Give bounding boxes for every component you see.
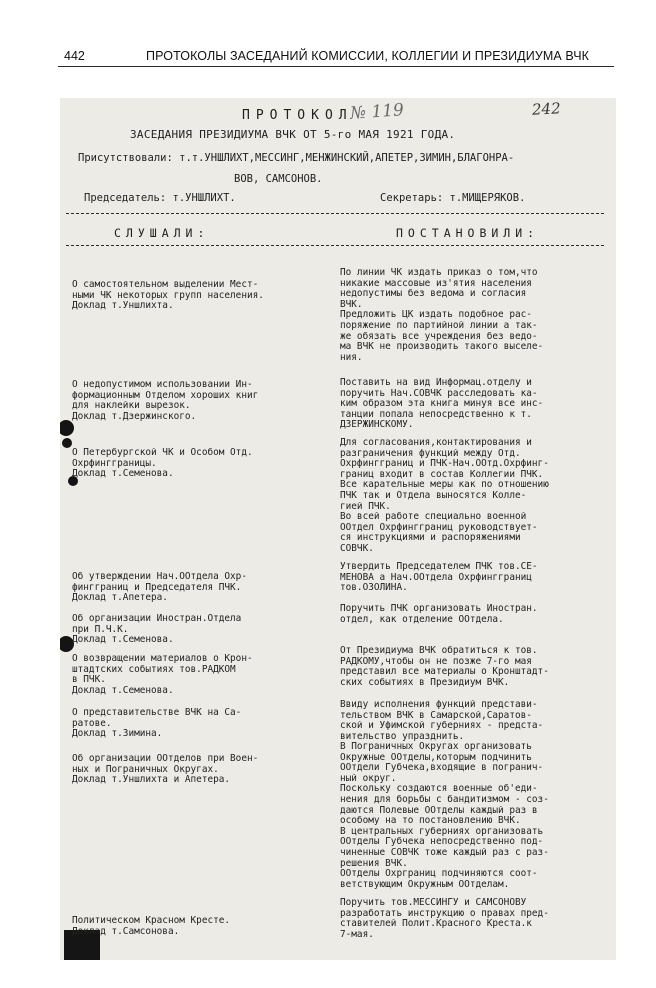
resolved-line: поручить Нач.СОВЧК расследовать ка- [340,388,538,399]
heard-line: О представительстве ВЧК на Са- [72,708,242,718]
secretary-line: Секретарь: т.МИЩЕРЯКОВ. [380,192,526,204]
heard-line: О самостоятельном выделении Мест- [72,280,259,290]
resolved-line: Поручить ПЧК организовать Иностран. [340,604,538,614]
resolved-line: вительство упразднить. [340,731,465,742]
resolved-line: ма ВЧК не производить такого выселе- [340,342,544,353]
resolved-line: отдел, как отделение ООтдела. [340,614,504,625]
heard-line: Доклад т.Самсонова. [72,926,180,937]
resolved-item [340,438,612,555]
resolved-line: ООтделы Охрграниц подчиняются соот- [340,869,538,880]
resolved-line: ООтдел Охрфингграниц руководствует- [340,522,538,533]
heard-line: штадтских событиях тов.РАДКОМ [72,664,236,675]
heard-item [72,708,334,740]
resolved-line: ния. [340,352,363,363]
resolved-line: Поскольку создаются военные об'еди- [340,784,538,795]
resolved-line: ким образом эта книга минуя все инс- [340,399,544,410]
resolved-line: недопустимы без ведома и согласия [340,289,527,300]
resolved-line: Все карательные меры как по отношению [340,480,549,491]
ink-blot [62,438,72,448]
heard-line: Об организации ООтделов при Воен- [72,754,259,764]
resolved-line: Поручить тов.МЕССИНГУ и САМСОНОВУ [340,898,527,908]
resolved-line: ООтдели Губчека,входящие в погранич- [340,763,544,774]
resolved-item [340,562,612,594]
heard-line: Доклад т.Уншлихта. [72,301,174,312]
heard-item [72,654,334,696]
resolved-line: решения ВЧК. [340,858,408,869]
resolved-line: никакие массовые из'ятия населения [340,278,532,289]
heard-item [72,572,334,604]
handwritten-number: № 119 [349,100,405,124]
heard-item [72,380,334,422]
heard-line: ных и Пограничных Округах. [72,764,219,775]
heard-line: Об организации Иностран.Отдела [72,614,242,624]
heard-line: ными ЧК некоторых групп населения. [72,290,264,301]
resolved-line: ООтделы Губчека непосредственно под- [340,837,544,848]
resolved-line: Утвердить Председателем ПЧК тов.СЕ- [340,562,538,572]
resolved-line: Предложить ЦК издать подобное рас- [340,310,532,321]
page-running-title: ПРОТОКОЛЫ ЗАСЕДАНИЙ КОМИССИИ, КОЛЛЕГИИ И ПРЕЗИДИУМА ВЧК [146,49,590,63]
resolved-line: даются Полевые ООтделы каждый раз в [340,805,538,816]
resolved-line: ный округ. [340,773,397,784]
resolved-line: СОВЧК. [340,543,374,554]
heard-line: Доклад т.Зимина. [72,729,163,740]
resolved-line: тов.ОЗОЛИНА. [340,583,408,594]
divider-bottom [66,245,604,246]
resolved-line: танции попала непосредственно к т. [340,409,532,420]
resolved-line: Для согласования,контактирования и [340,438,532,448]
resolved-item [340,742,612,890]
page-header [58,40,614,67]
resolved-item [340,646,612,688]
resolved-line: разграничения функций между Отд. [340,448,521,459]
resolved-line: ской и Уфимской губерниях - предста- [340,721,544,732]
heard-line: ратове. [72,718,112,729]
resolved-line: поряжение по партийной линии а так- [340,320,538,331]
document-title: ПРОТОКОЛ [242,108,353,123]
resolved-line: разработать инструкцию о правах пред- [340,908,549,919]
divider-top [66,213,604,214]
resolved-heading: ПОСТАНОВИЛИ: [396,226,540,240]
heard-line: Доклад т.Семенова. [72,469,174,480]
resolved-line: границ входит в состав Коллегии ПЧК. [340,469,544,480]
resolved-line: ВЧК. [340,299,363,310]
resolved-line: ставителей Полит.Красного Креста.к [340,919,532,930]
resolved-line: РАДКОМУ,чтобы он не позже 7-го мая [340,656,532,667]
heard-line: О возвращении материалов о Крон- [72,654,253,664]
heard-line: фингграниц и Председателя ПЧК. [72,582,242,593]
resolved-line: же обязать все учреждения без ведо- [340,331,538,342]
resolved-line: ПЧК так и Отдела выносятся Колле- [340,490,527,501]
resolved-line: МЕНОВА а Нач.ООтдела Охрфингграниц [340,572,532,583]
resolved-line: ся инструкциями и распоряжениями [340,533,521,544]
heard-line: Доклад т.Семенова. [72,635,174,646]
resolved-item [340,898,612,940]
attendees-line-2: ВОВ, САМСОНОВ. [234,173,323,185]
heard-line: формационным Отделом хороших книг [72,390,259,401]
resolved-line: тельством ВЧК в Самарской,Саратов- [340,710,532,721]
heard-line: О Петербургской ЧК и Особом Отд. [72,448,253,458]
resolved-line: Охрфингграниц и ПЧК-Нач.ООтд.Охрфинг- [340,459,549,470]
heard-item [72,754,334,786]
resolved-item [340,700,612,742]
resolved-line: Окружные ООтделы,которым подчинить [340,752,532,763]
heard-item [72,280,334,312]
heard-line: О недопустимом использовании Ин- [72,380,253,390]
attendees-line-1: Присутствовали: т.т.УНШЛИХТ,МЕССИНГ,МЕНЖИНСКИЙ,АПЕТЕР,ЗИМИН,БЛАГОНРА- [78,152,515,164]
resolved-item [340,268,612,363]
resolved-line: 7-мая. [340,929,374,940]
heard-line: Доклад т.Уншлихта и Апетера. [72,775,231,786]
resolved-line: нения для борьбы с бандитизмом - соз- [340,794,549,805]
scanned-protocol [60,98,616,960]
resolved-line: От Президиума ВЧК обратиться к тов. [340,646,538,656]
heard-item [72,916,334,937]
resolved-line: По линии ЧК издать приказ о том,что [340,268,538,278]
heard-heading: СЛУШАЛИ: [114,226,210,240]
handwritten-sheet-number: 242 [531,99,562,119]
heard-line: при П.Ч.К. [72,624,129,635]
document-subtitle: ЗАСЕДАНИЯ ПРЕЗИДИУМА ВЧК ОТ 5-го МАЯ 1921 ГОДА. [130,128,456,141]
ink-blot [60,420,74,436]
heard-line: Об утверждении Нач.ООтдела Охр- [72,572,247,582]
resolved-line: Во всей работе специально военной [340,512,527,523]
heard-line: Доклад т.Апетера. [72,593,168,604]
resolved-line: В центральных губерниях организовать [340,826,544,837]
chairman-line: Председатель: т.УНШЛИХТ. [84,192,236,204]
resolved-line: ветствующим Окружным ООтделам. [340,879,510,890]
heard-item [72,448,334,480]
heard-line: Политическом Красном Кресте. [72,916,231,926]
resolved-line: В Пограничных Округах организовать [340,742,532,752]
resolved-line: чиненные СОВЧК тоже каждый раз с раз- [340,847,549,858]
heard-line: Доклад т.Семенова. [72,685,174,696]
page-number: 442 [64,49,85,63]
heard-line: Доклад т.Дзержинского. [72,411,197,422]
heard-line: для наклейки вырезок. [72,401,191,412]
heard-line: в ПЧК. [72,675,106,686]
resolved-line: Поставить на вид Информац.отделу и [340,378,532,388]
heard-item [72,614,334,646]
resolved-item [340,378,612,431]
heard-line: Охрфингграницы. [72,458,157,469]
resolved-line: Ввиду исполнения функций представи- [340,700,538,710]
resolved-line: ских событиях в Президиум ВЧК. [340,677,510,688]
resolved-item [340,604,612,625]
resolved-line: представил все материалы о Кронштадт- [340,667,549,678]
resolved-line: гией ПЧК. [340,501,391,512]
resolved-line: особому на то постановлению ВЧК. [340,816,521,827]
resolved-line: ДЗЕРЖИНСКОМУ. [340,420,414,431]
